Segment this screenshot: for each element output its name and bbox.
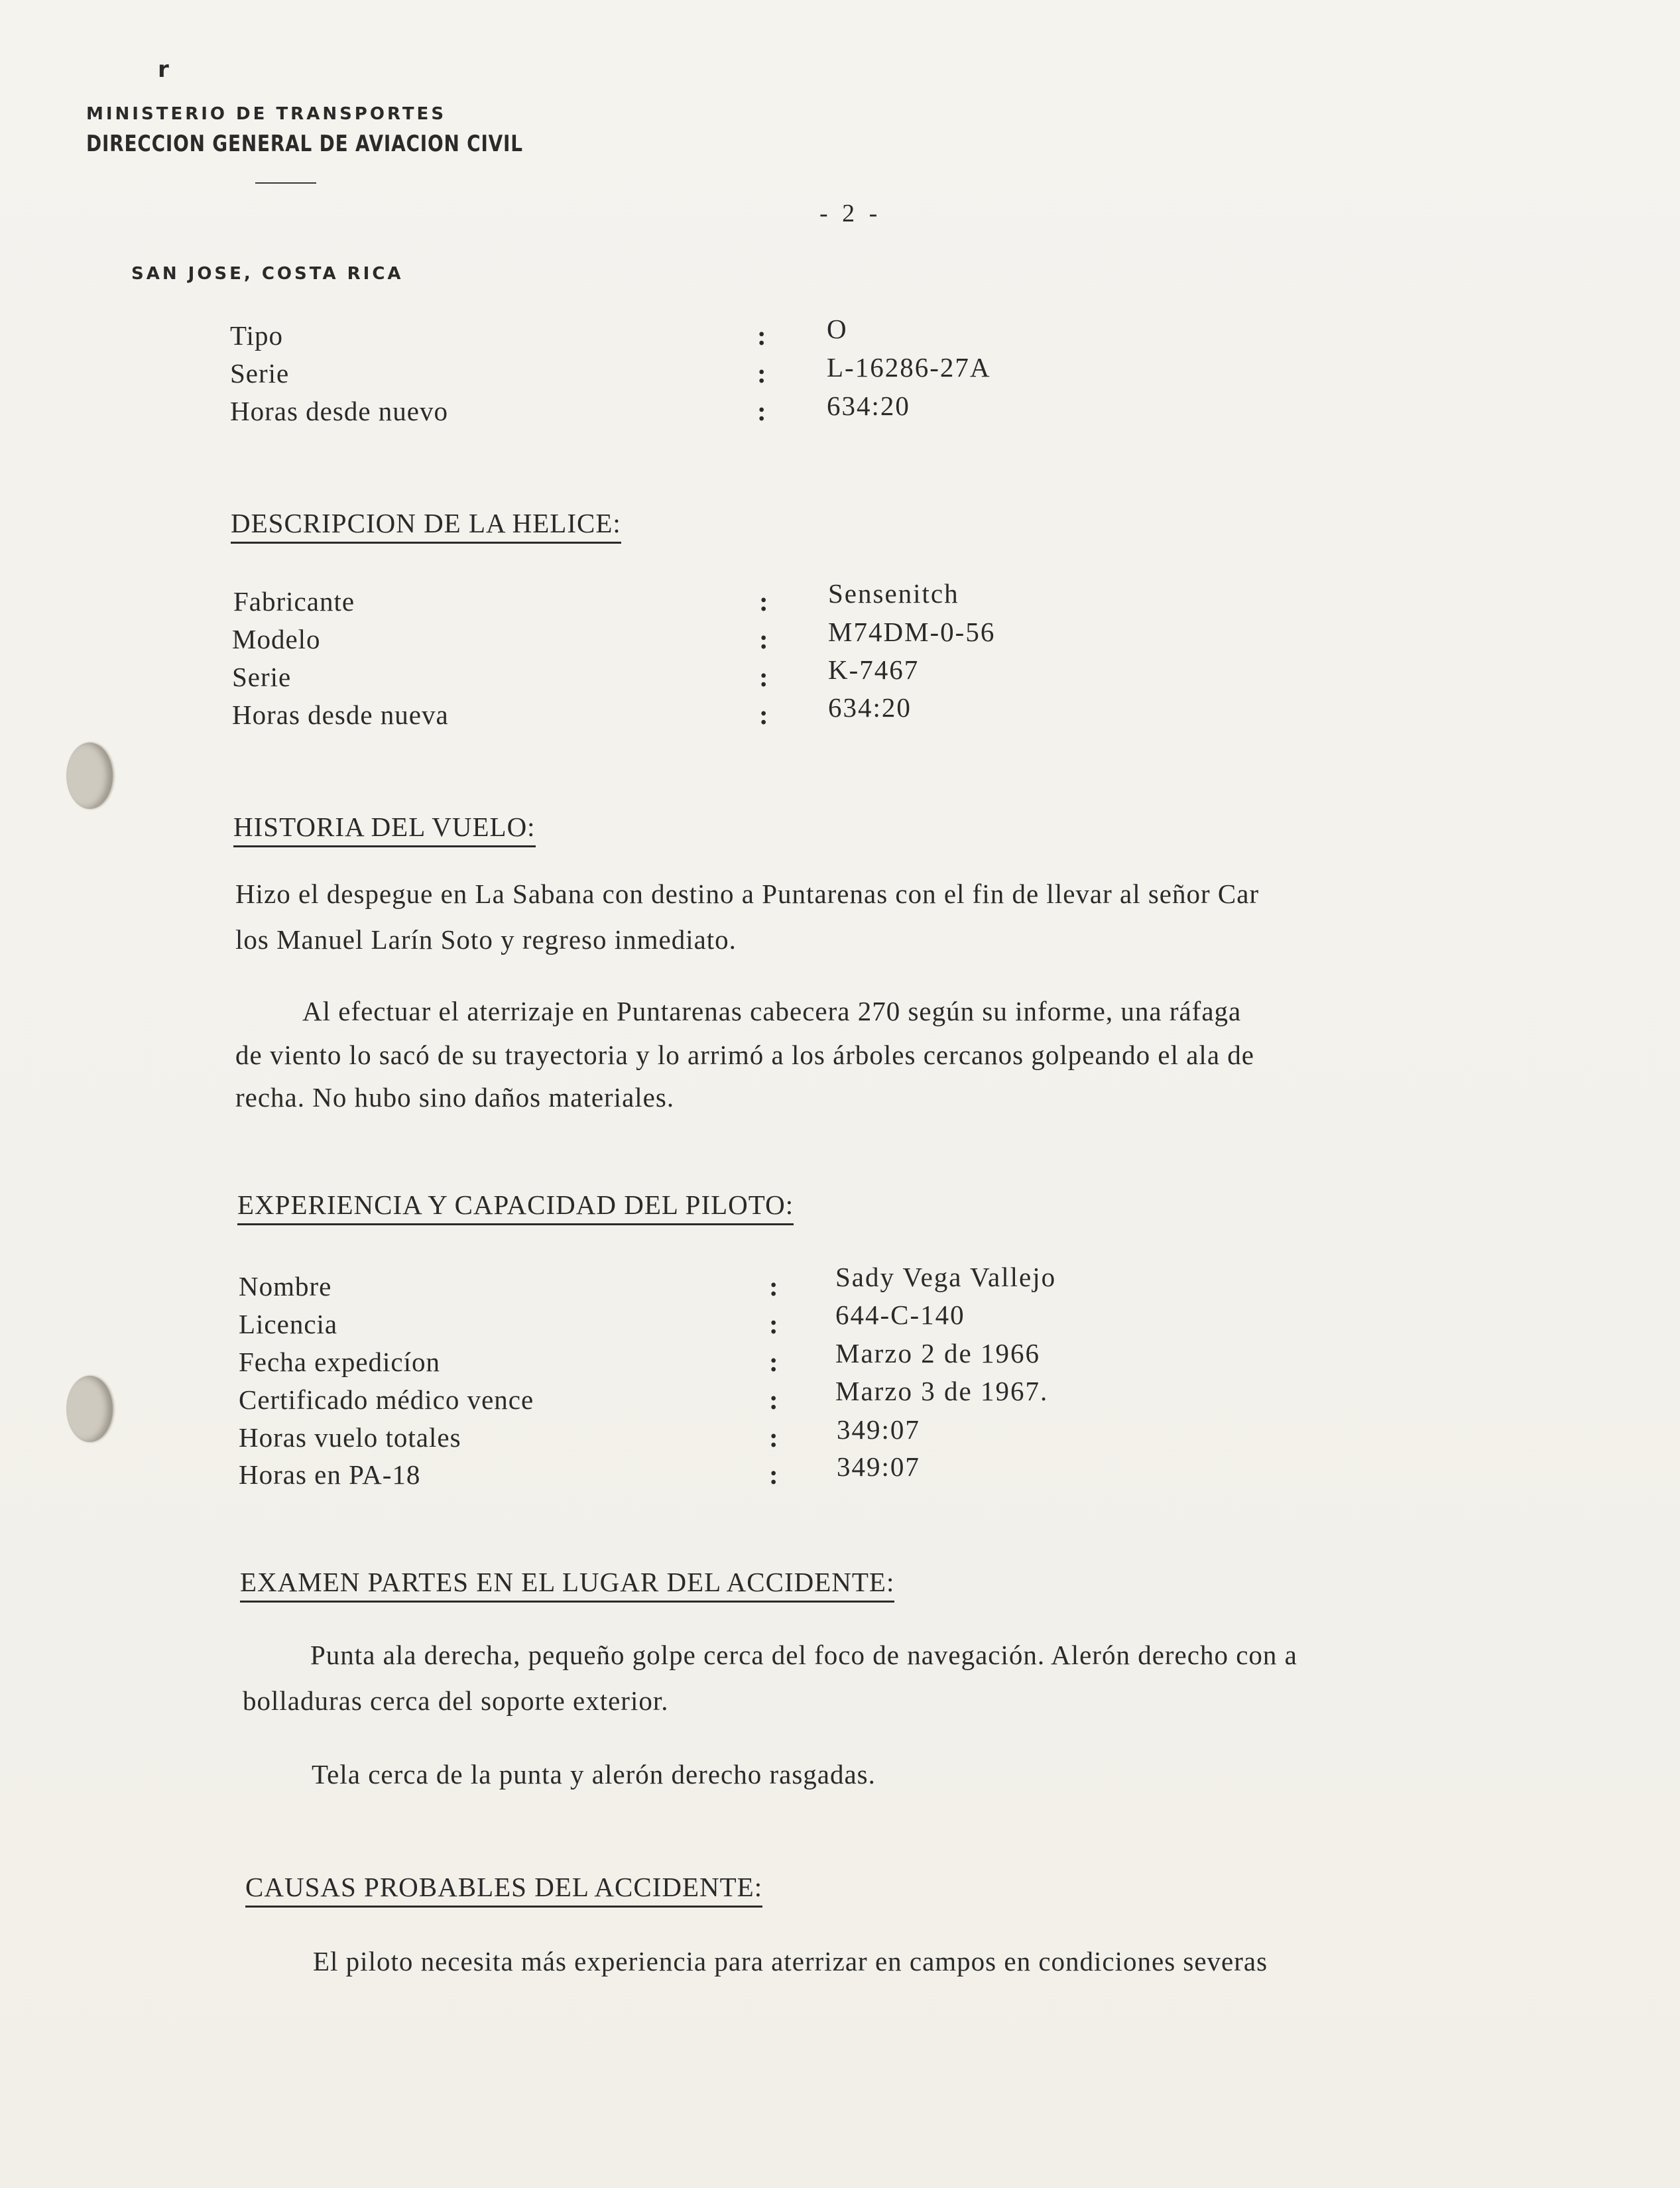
propeller-manufacturer-colon: :: [759, 586, 769, 617]
pilot-name-colon: :: [769, 1271, 779, 1302]
pilot-license-colon: :: [769, 1309, 779, 1339]
causes-heading: CAUSAS PROBABLES DEL ACCIDENTE:: [245, 1871, 762, 1908]
propeller-hours-value: 634:20: [828, 692, 912, 723]
engine-hours-value: 634:20: [827, 391, 910, 421]
site-exam-line: bolladuras cerca del soporte exterior.: [243, 1685, 669, 1716]
pilot-issue-date-colon: :: [769, 1347, 779, 1377]
pilot-type-hours-label: Horas en PA-18: [239, 1459, 421, 1490]
site-exam-heading: EXAMEN PARTES EN EL LUGAR DEL ACCIDENTE:: [240, 1566, 894, 1603]
pilot-issue-date-value: Marzo 2 de 1966: [835, 1338, 1040, 1368]
flight-history-heading: HISTORIA DEL VUELO:: [233, 811, 536, 847]
propeller-model-value: M74DM-0-56: [828, 617, 996, 647]
letterhead-ministry: MINISTERIO DE TRANSPORTES: [86, 104, 447, 124]
page-number: - 2 -: [819, 200, 882, 227]
propeller-manufacturer-label: Fabricante: [233, 586, 355, 617]
pilot-name-label: Nombre: [239, 1271, 332, 1302]
pilot-medical-colon: :: [769, 1384, 779, 1415]
pilot-license-value: 644-C-140: [835, 1300, 965, 1330]
pilot-heading: EXPERIENCIA Y CAPACIDAD DEL PILOTO:: [237, 1189, 794, 1225]
pilot-type-hours-value: 349:07: [837, 1451, 920, 1482]
propeller-heading: DESCRIPCION DE LA HELICE:: [231, 507, 621, 544]
propeller-hours-label: Horas desde nueva: [232, 699, 449, 730]
letterhead-city: SAN JOSE, COSTA RICA: [131, 264, 404, 284]
letterhead-mark: r: [158, 56, 169, 83]
flight-history-line: Al efectuar el aterrizaje en Puntarenas cabecera 270 según su informe, una ráfaga: [302, 996, 1242, 1026]
pilot-total-hours-value: 349:07: [837, 1414, 920, 1445]
pilot-medical-label: Certificado médico vence: [239, 1384, 534, 1415]
engine-hours-label: Horas desde nuevo: [230, 396, 448, 426]
site-exam-line: Punta ala derecha, pequeño golpe cerca del foco de navegación. Alerón derecho con a: [310, 1640, 1297, 1670]
engine-serial-value: L-16286-27A: [827, 352, 991, 383]
engine-type-value: O: [827, 314, 848, 344]
engine-serial-label: Serie: [230, 358, 290, 389]
site-exam-line: Tela cerca de la punta y alerón derecho rasgadas.: [312, 1759, 876, 1790]
flight-history-line: de viento lo sacó de su trayectoria y lo arrimó a los árboles cercanos golpeando el ala de: [235, 1040, 1254, 1070]
pilot-total-hours-colon: :: [769, 1422, 779, 1453]
engine-type-label: Tipo: [230, 320, 283, 351]
causes-line: El piloto necesita más experiencia para aterrizar en campos en condiciones severas: [313, 1946, 1268, 1976]
punch-hole: [66, 743, 113, 809]
punch-hole: [66, 1376, 113, 1442]
propeller-serial-label: Serie: [232, 662, 292, 692]
propeller-serial-value: K-7467: [828, 654, 920, 685]
propeller-model-colon: :: [759, 624, 769, 654]
pilot-medical-value: Marzo 3 de 1967.: [835, 1376, 1049, 1406]
propeller-serial-colon: :: [759, 662, 769, 692]
pilot-name-value: Sady Vega Vallejo: [835, 1262, 1057, 1292]
pilot-issue-date-label: Fecha expedicíon: [239, 1347, 441, 1377]
pilot-type-hours-colon: :: [769, 1459, 779, 1490]
pilot-license-label: Licencia: [239, 1309, 338, 1339]
letterhead-direction: DIRECCION GENERAL DE AVIACION CIVIL: [86, 131, 523, 157]
engine-hours-colon: :: [757, 396, 767, 426]
flight-history-line: los Manuel Larín Soto y regreso inmediato.: [235, 924, 737, 955]
engine-type-colon: :: [757, 320, 767, 351]
letterhead-divider: [255, 182, 316, 184]
engine-serial-colon: :: [757, 358, 767, 389]
propeller-hours-colon: :: [759, 699, 769, 730]
flight-history-line: Hizo el despegue en La Sabana con destino a Puntarenas con el fin de llevar al señor Car: [235, 879, 1260, 909]
propeller-model-label: Modelo: [232, 624, 321, 654]
propeller-manufacturer-value: Sensenitch: [828, 578, 959, 609]
pilot-total-hours-label: Horas vuelo totales: [239, 1422, 461, 1453]
flight-history-line: recha. No hubo sino daños materiales.: [235, 1082, 675, 1113]
